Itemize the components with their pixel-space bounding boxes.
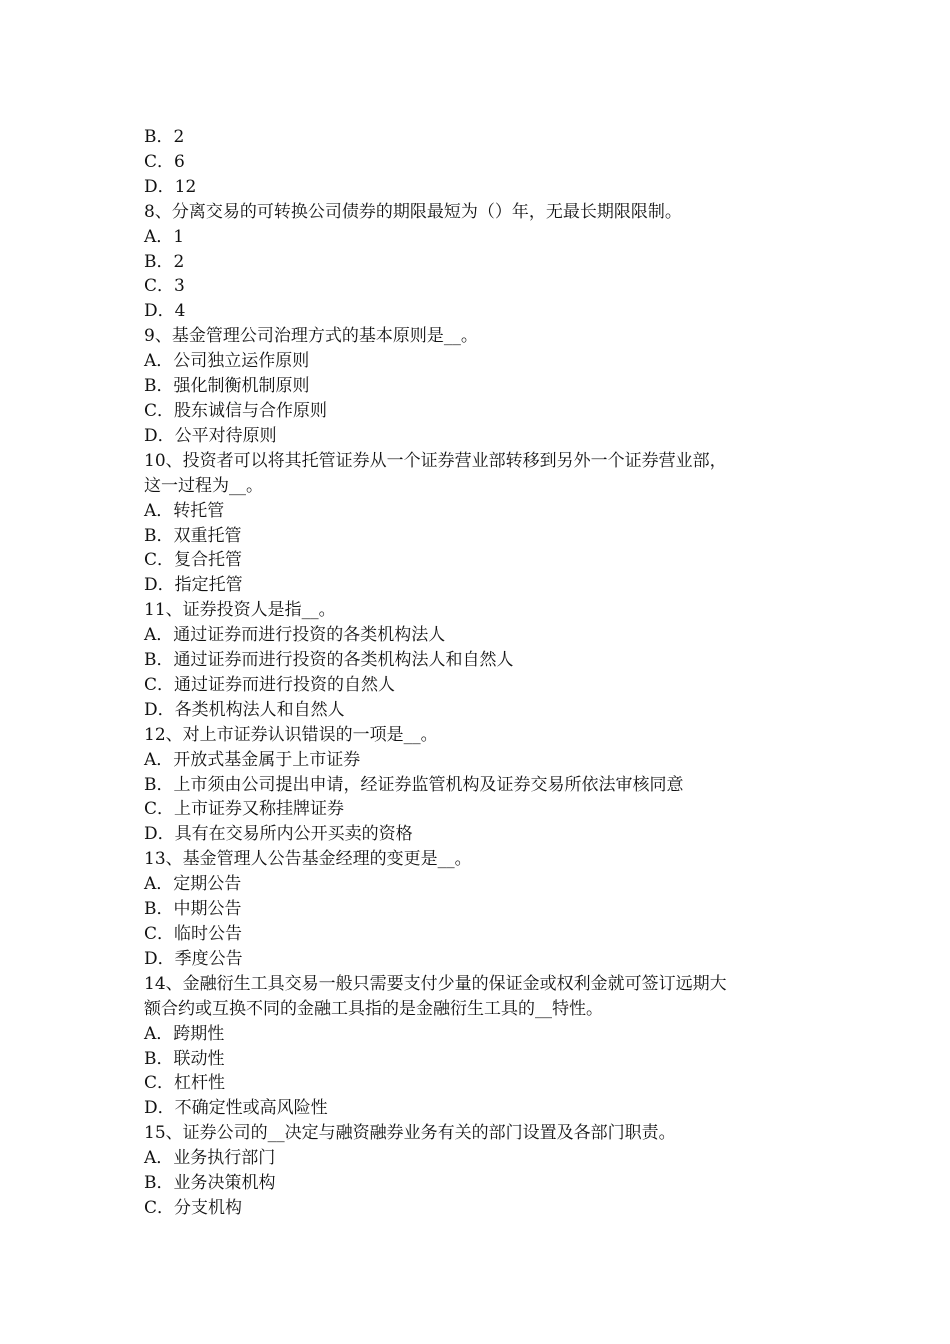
question-10-option-a: A．转托管 xyxy=(144,500,225,521)
option-d: D．12 xyxy=(144,176,197,197)
question-10-option-d: D．指定托管 xyxy=(144,575,243,596)
question-14-option-c: C．杠杆性 xyxy=(144,1073,226,1094)
question-13-option-b: B．中期公告 xyxy=(144,899,242,920)
question-11: 11、证券投资人是指__。 xyxy=(144,600,336,621)
question-15-option-a: A．业务执行部门 xyxy=(144,1148,276,1169)
question-12-option-a: A．开放式基金属于上市证券 xyxy=(144,749,361,770)
question-14-line-2: 额合约或互换不同的金融工具指的是金融衍生工具的__特性。 xyxy=(144,998,603,1019)
question-9-option-b: B．强化制衡机制原则 xyxy=(144,376,310,397)
question-10-line-2: 这一过程为__。 xyxy=(144,475,263,496)
question-9: 9、基金管理公司治理方式的基本原则是__。 xyxy=(144,326,478,347)
question-11-option-c: C．通过证券而进行投资的自然人 xyxy=(144,674,396,695)
question-13-option-d: D．季度公告 xyxy=(144,948,243,969)
document-body xyxy=(144,125,814,1221)
question-15-option-c: C．分支机构 xyxy=(144,1197,243,1218)
question-11-option-b: B．通过证券而进行投资的各类机构法人和自然人 xyxy=(144,650,514,671)
question-8-option-a: A．1 xyxy=(144,226,185,247)
question-13-option-a: A．定期公告 xyxy=(144,874,242,895)
question-15: 15、证券公司的__决定与融资融券业务有关的部门设置及各部门职责。 xyxy=(144,1123,676,1144)
question-15-option-b: B．业务决策机构 xyxy=(144,1173,276,1194)
question-9-option-a: A．公司独立运作原则 xyxy=(144,351,310,372)
question-14-option-d: D．不确定性或高风险性 xyxy=(144,1098,328,1119)
question-8-option-b: B．2 xyxy=(144,251,185,272)
question-8-option-d: D．4 xyxy=(144,301,186,322)
question-14-option-b: B．联动性 xyxy=(144,1048,225,1069)
question-12-option-b: B．上市须由公司提出申请，经证券监管机构及证券交易所依法审核同意 xyxy=(144,774,684,795)
question-8-option-c: C．3 xyxy=(144,276,185,297)
question-8: 8、分离交易的可转换公司债券的期限最短为（）年，无最长期限限制。 xyxy=(144,201,682,222)
option-c: C．6 xyxy=(144,151,185,172)
question-14-option-a: A．跨期性 xyxy=(144,1023,225,1044)
question-11-option-d: D．各类机构法人和自然人 xyxy=(144,699,345,720)
question-11-option-a: A．通过证券而进行投资的各类机构法人 xyxy=(144,625,446,646)
question-9-option-c: C．股东诚信与合作原则 xyxy=(144,400,328,421)
question-14-line-1: 14、金融衍生工具交易一般只需要支付少量的保证金或权利金就可签订远期大 xyxy=(144,973,727,994)
question-10-option-b: B．双重托管 xyxy=(144,525,242,546)
question-10-option-c: C．复合托管 xyxy=(144,550,243,571)
option-b: B．2 xyxy=(144,127,185,147)
question-12-option-c: C．上市证券又称挂牌证券 xyxy=(144,799,345,820)
question-10-line-1: 10、投资者可以将其托管证券从一个证券营业部转移到另外一个证券营业部， xyxy=(144,450,727,471)
question-13-option-c: C．临时公告 xyxy=(144,924,243,944)
question-12-option-d: D．具有在交易所内公开买卖的资格 xyxy=(144,824,413,845)
question-13: 13、基金管理人公告基金经理的变更是__。 xyxy=(144,849,472,870)
question-9-option-d: D．公平对待原则 xyxy=(144,425,277,446)
question-12: 12、对上市证券认识错误的一项是__。 xyxy=(144,724,438,745)
